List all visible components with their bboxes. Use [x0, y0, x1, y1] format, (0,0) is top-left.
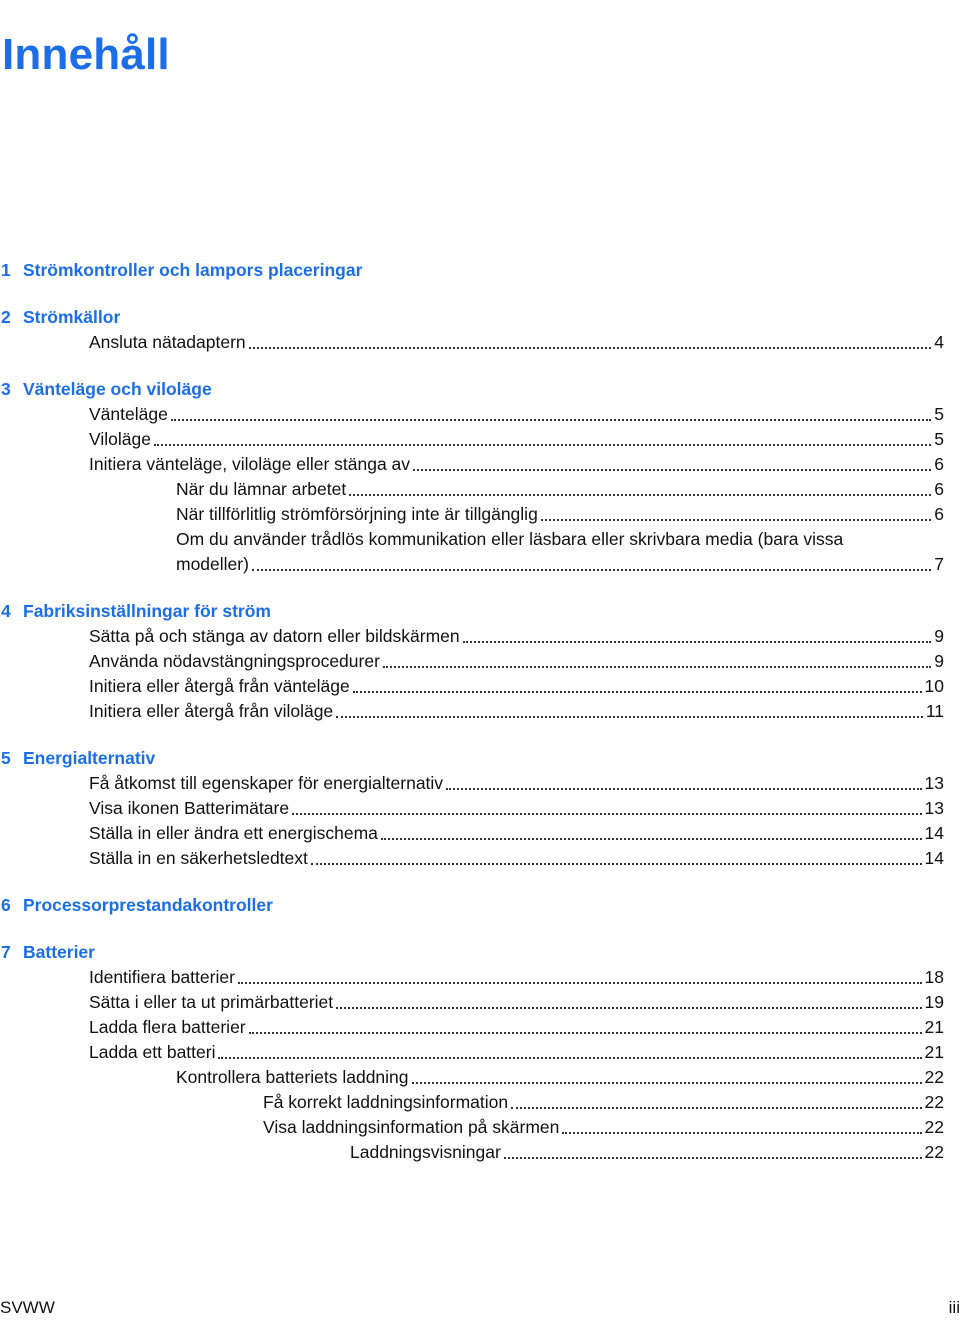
dot-leader	[336, 1007, 921, 1009]
dot-leader	[541, 519, 931, 521]
entry-page-number: 6	[934, 454, 944, 474]
toc-entry[interactable]	[0, 1065, 944, 1090]
entry-label: Initiera eller återgå från vänteläge	[89, 676, 350, 696]
entry-label: Vänteläge	[89, 404, 168, 424]
chapter-title: Strömkontroller och lampors placeringar	[23, 260, 363, 280]
toc-entry[interactable]	[0, 452, 944, 477]
chapter-number: 5	[1, 748, 11, 768]
toc-entry[interactable]	[0, 649, 944, 674]
entry-page-number: 6	[934, 504, 944, 524]
entry-label-line-2-row	[176, 552, 944, 577]
entry-label: Initiera vänteläge, viloläge eller stänga av	[89, 454, 411, 474]
entry-label: Visa ikonen Batterimätare	[89, 798, 290, 818]
entry-label: Visa laddningsinformation på skärmen	[263, 1117, 560, 1137]
dot-leader	[562, 1132, 921, 1134]
chapter-3	[0, 377, 944, 577]
toc-entry[interactable]	[0, 821, 944, 846]
entry-label: Ansluta nätadaptern	[89, 332, 246, 352]
chapter-title: Vänteläge och viloläge	[23, 379, 212, 399]
entry-label: Ladda flera batterier	[89, 1017, 246, 1037]
entry-label: Viloläge	[89, 429, 151, 449]
toc-entry[interactable]	[0, 846, 944, 871]
chapter-heading[interactable]	[0, 258, 944, 283]
dot-leader	[252, 569, 931, 571]
toc-entry[interactable]	[0, 527, 944, 577]
entry-label: Sätta i eller ta ut primärbatteriet	[89, 992, 334, 1012]
entry-label: Laddningsvisningar	[350, 1142, 501, 1162]
dot-leader	[383, 666, 931, 668]
entry-page-number: 22	[924, 1092, 944, 1112]
dot-leader	[349, 494, 931, 496]
entry-page-number: 13	[924, 798, 944, 818]
entry-label: Använda nödavstängningsprocedurer	[89, 651, 380, 671]
footer-document-code: SVWW	[0, 1298, 55, 1317]
dot-leader	[154, 444, 931, 446]
chapter-title: Batterier	[23, 942, 95, 962]
toc-entry[interactable]	[0, 1140, 944, 1165]
entry-page-number: 6	[934, 479, 944, 499]
dot-leader	[413, 469, 931, 471]
entry-page-number: 18	[924, 967, 944, 987]
dot-leader	[249, 347, 932, 349]
entry-page-number: 9	[934, 651, 944, 671]
entry-label-line-1: Om du använder trådlös kommunikation eller läsbara eller skrivbara media (bara vissa	[176, 529, 844, 549]
toc-entry[interactable]	[0, 674, 944, 699]
toc-entry[interactable]	[0, 990, 944, 1015]
chapter-heading[interactable]	[0, 940, 944, 965]
entry-page-number: 11	[925, 701, 944, 721]
entry-page-number: 14	[924, 848, 944, 868]
toc-entry[interactable]	[0, 402, 944, 427]
chapter-number: 7	[1, 942, 11, 962]
chapter-number: 2	[1, 307, 11, 327]
toc-entry[interactable]	[0, 1115, 944, 1140]
chapter-2	[0, 305, 944, 355]
entry-page-number: 19	[924, 992, 944, 1012]
chapter-number: 4	[1, 601, 11, 621]
dot-leader	[238, 982, 922, 984]
toc-entry[interactable]	[0, 502, 944, 527]
chapter-heading[interactable]	[0, 893, 944, 918]
page-title: Innehåll	[2, 30, 170, 80]
dot-leader	[381, 838, 922, 840]
entry-page-number: 7	[934, 554, 944, 574]
entry-page-number: 5	[934, 429, 944, 449]
footer-page-number: iii	[948, 1298, 960, 1317]
dot-leader	[353, 691, 922, 693]
entry-page-number: 10	[924, 676, 944, 696]
chapter-heading[interactable]	[0, 599, 944, 624]
dot-leader	[504, 1157, 922, 1159]
toc-entry[interactable]	[0, 427, 944, 452]
entry-label: Få åtkomst till egenskaper för energialternativ	[89, 773, 444, 793]
chapter-number: 1	[1, 260, 11, 280]
entry-page-number: 9	[934, 626, 944, 646]
chapter-heading[interactable]	[0, 377, 944, 402]
entry-label: Kontrollera batteriets laddning	[176, 1067, 409, 1087]
entry-page-number: 22	[924, 1117, 944, 1137]
entry-label: Ladda ett batteri	[89, 1042, 216, 1062]
toc-entry[interactable]	[0, 965, 944, 990]
toc-entry[interactable]	[0, 771, 944, 796]
toc-entry[interactable]	[0, 1015, 944, 1040]
chapter-number: 3	[1, 379, 11, 399]
chapter-title: Processorprestandakontroller	[23, 895, 273, 915]
entry-label: Identifiera batterier	[89, 967, 235, 987]
dot-leader	[311, 863, 922, 865]
chapter-heading[interactable]	[0, 305, 944, 330]
toc-entry[interactable]	[0, 477, 944, 502]
entry-page-number: 21	[924, 1017, 944, 1037]
entry-page-number: 22	[924, 1142, 944, 1162]
toc-entry[interactable]	[0, 1040, 944, 1065]
page-footer	[0, 1296, 960, 1320]
entry-label: Ställa in en säkerhetsledtext	[89, 848, 308, 868]
toc-entry[interactable]	[0, 1090, 944, 1115]
entry-page-number: 4	[934, 332, 944, 352]
entry-page-number: 13	[924, 773, 944, 793]
chapter-title: Fabriksinställningar för ström	[23, 601, 271, 621]
entry-label: När tillförlitlig strömförsörjning inte är tillgänglig	[176, 504, 538, 524]
table-of-contents	[0, 258, 944, 1187]
entry-label: Sätta på och stänga av datorn eller bildskärmen	[89, 626, 460, 646]
entry-page-number: 22	[924, 1067, 944, 1087]
chapter-5	[0, 746, 944, 871]
toc-entry[interactable]	[0, 330, 944, 355]
dot-leader	[511, 1107, 921, 1109]
dot-leader	[292, 813, 921, 815]
dot-leader	[218, 1057, 921, 1059]
entry-label: Ställa in eller ändra ett energischema	[89, 823, 378, 843]
entry-page-number: 14	[924, 823, 944, 843]
chapter-4	[0, 599, 944, 724]
dot-leader	[412, 1082, 922, 1084]
dot-leader	[249, 1032, 922, 1034]
toc-entry[interactable]	[0, 699, 944, 724]
entry-label: Få korrekt laddningsinformation	[263, 1092, 509, 1112]
chapter-6	[0, 893, 944, 918]
toc-entry[interactable]	[0, 796, 944, 821]
entry-label-line-2: modeller)	[176, 554, 249, 574]
chapter-title: Strömkällor	[23, 307, 121, 327]
chapter-title: Energialternativ	[23, 748, 156, 768]
chapter-number: 6	[1, 895, 11, 915]
dot-leader	[171, 419, 931, 421]
dot-leader	[336, 716, 923, 718]
chapter-heading[interactable]	[0, 746, 944, 771]
dot-leader	[463, 641, 932, 643]
entry-page-number: 5	[934, 404, 944, 424]
entry-page-number: 21	[924, 1042, 944, 1062]
chapter-7	[0, 940, 944, 1165]
chapter-1	[0, 258, 944, 283]
dot-leader	[446, 788, 921, 790]
entry-label: Initiera eller återgå från viloläge	[89, 701, 334, 721]
entry-label: När du lämnar arbetet	[176, 479, 347, 499]
toc-entry[interactable]	[0, 624, 944, 649]
